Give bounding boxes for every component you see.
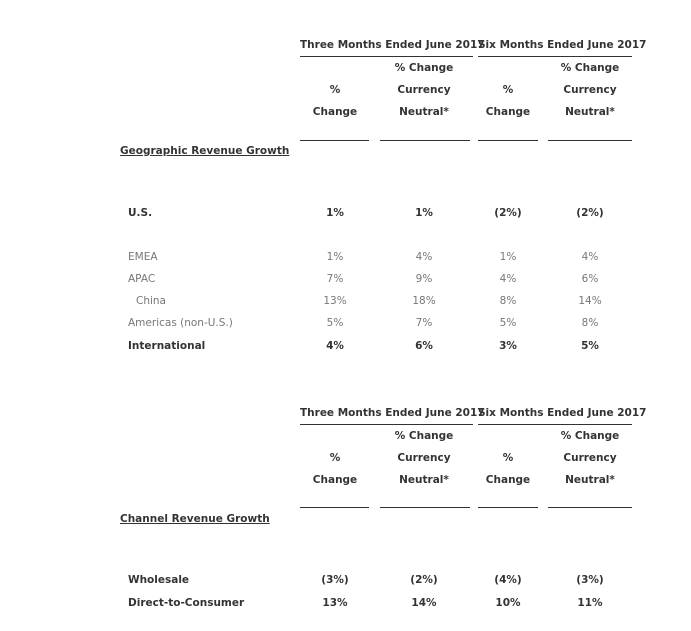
column-rule bbox=[380, 507, 470, 508]
col-label: Currency bbox=[563, 84, 617, 96]
cell-value: 1% bbox=[326, 207, 344, 219]
cell-value: (4%) bbox=[494, 574, 522, 586]
col-label: % Change bbox=[560, 62, 620, 74]
row-label: EMEA bbox=[128, 251, 158, 263]
header-six-months: Six Months Ended June 2017 bbox=[478, 407, 647, 419]
cell-value: 14% bbox=[578, 295, 602, 307]
cell-value: 7% bbox=[415, 317, 433, 329]
column-rule bbox=[548, 140, 632, 141]
cell-value: (2%) bbox=[576, 207, 604, 219]
col-label: % bbox=[502, 84, 514, 96]
col-label: % bbox=[502, 452, 514, 464]
cell-value: 5% bbox=[499, 317, 517, 329]
header-rule bbox=[300, 56, 473, 57]
row-label: International bbox=[128, 340, 206, 352]
cell-value: 13% bbox=[322, 597, 348, 609]
header-rule bbox=[478, 424, 632, 425]
row-label: Americas (non-U.S.) bbox=[128, 317, 233, 329]
col-label: Neutral* bbox=[565, 474, 615, 486]
cell-value: 6% bbox=[581, 273, 599, 285]
header-six-months: Six Months Ended June 2017 bbox=[478, 39, 647, 51]
cell-value: 10% bbox=[495, 597, 521, 609]
cell-value: (3%) bbox=[321, 574, 349, 586]
header-three-months: Three Months Ended June 2017 bbox=[300, 39, 485, 51]
cell-value: 6% bbox=[415, 340, 433, 352]
cell-value: 4% bbox=[415, 251, 433, 263]
col-label: % Change bbox=[560, 430, 620, 442]
cell-value: 4% bbox=[326, 340, 344, 352]
col-label: Neutral* bbox=[399, 474, 449, 486]
column-rule bbox=[478, 140, 538, 141]
cell-value: 8% bbox=[499, 295, 517, 307]
cell-value: 5% bbox=[326, 317, 344, 329]
col-label: Change bbox=[485, 474, 531, 486]
column-rule bbox=[478, 507, 538, 508]
col-label: Currency bbox=[397, 84, 451, 96]
col-label: % Change bbox=[394, 430, 454, 442]
row-label: China bbox=[136, 295, 166, 307]
column-rule bbox=[380, 140, 470, 141]
col-label: Currency bbox=[563, 452, 617, 464]
row-label: Wholesale bbox=[128, 574, 190, 586]
col-label: % bbox=[329, 84, 341, 96]
col-label: Change bbox=[485, 106, 531, 118]
column-rule bbox=[300, 507, 369, 508]
header-rule bbox=[300, 424, 473, 425]
col-label: Neutral* bbox=[399, 106, 449, 118]
row-label: U.S. bbox=[128, 207, 153, 219]
cell-value: 14% bbox=[411, 597, 437, 609]
cell-value: 9% bbox=[415, 273, 433, 285]
cell-value: 4% bbox=[499, 273, 517, 285]
col-label: % Change bbox=[394, 62, 454, 74]
row-label: Direct-to-Consumer bbox=[128, 597, 245, 609]
row-label: APAC bbox=[128, 273, 156, 285]
col-label: Currency bbox=[397, 452, 451, 464]
col-label: Change bbox=[312, 106, 358, 118]
cell-value: 3% bbox=[499, 340, 517, 352]
cell-value: 7% bbox=[326, 273, 344, 285]
section-title-geographic: Geographic Revenue Growth bbox=[120, 145, 290, 157]
cell-value: 1% bbox=[499, 251, 517, 263]
col-label: Neutral* bbox=[565, 106, 615, 118]
cell-value: 1% bbox=[415, 207, 433, 219]
header-rule bbox=[478, 56, 632, 57]
column-rule bbox=[548, 507, 632, 508]
cell-value: 4% bbox=[581, 251, 599, 263]
cell-value: (3%) bbox=[576, 574, 604, 586]
cell-value: 13% bbox=[323, 295, 347, 307]
col-label: Change bbox=[312, 474, 358, 486]
cell-value: 11% bbox=[577, 597, 603, 609]
cell-value: 1% bbox=[326, 251, 344, 263]
cell-value: 18% bbox=[412, 295, 436, 307]
col-label: % bbox=[329, 452, 341, 464]
column-rule bbox=[300, 140, 369, 141]
section-title-channel: Channel Revenue Growth bbox=[120, 513, 270, 525]
cell-value: (2%) bbox=[494, 207, 522, 219]
header-three-months: Three Months Ended June 2017 bbox=[300, 407, 485, 419]
cell-value: 8% bbox=[581, 317, 599, 329]
cell-value: (2%) bbox=[410, 574, 438, 586]
cell-value: 5% bbox=[581, 340, 599, 352]
